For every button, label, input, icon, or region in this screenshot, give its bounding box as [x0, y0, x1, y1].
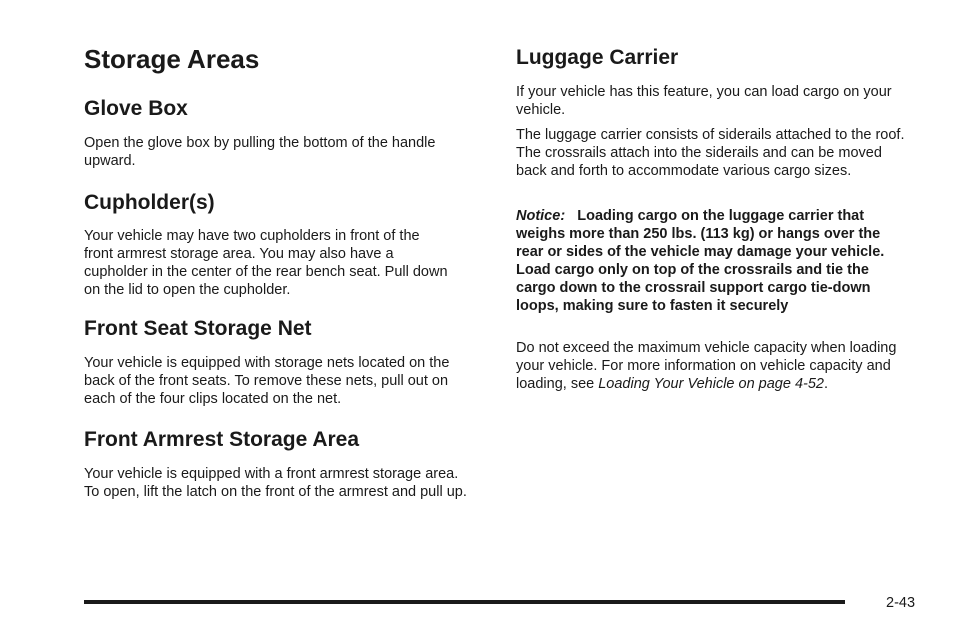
notice-block: [516, 207, 901, 315]
front-seat-net-text: Your vehicle is equipped with storage nets located on the back of the front seats. To remove these nets, pull out on each of the four clips located on the net.: [84, 355, 450, 407]
notice-text: Loading cargo on the luggage carrier that weighs more than 250 lbs. (113 kg) or hangs over the rear or sides of the vehicle may damage your vehicle. Load cargo only on top of the crossrails and tie the cargo down to the crossrail support cargo tie-down loops, making sure to fasten it securely: [516, 208, 885, 314]
front-seat-net-heading: Front Seat Storage Net: [84, 317, 312, 340]
front-armrest-heading: Front Armrest Storage Area: [84, 428, 360, 451]
page-number: 2-43: [886, 595, 916, 611]
glove-box-heading: Glove Box: [84, 97, 188, 120]
capacity-paragraph: [516, 339, 906, 393]
luggage-carrier-intro: If your vehicle has this feature, you can load cargo on your vehicle.: [516, 84, 892, 118]
cupholders-heading: Cupholder(s): [84, 191, 215, 214]
notice-label: Notice:: [516, 208, 566, 224]
footer-rule: [84, 600, 845, 604]
page-title: Storage Areas: [84, 44, 260, 74]
loading-vehicle-reference[interactable]: Loading Your Vehicle on page 4-52: [598, 376, 824, 392]
front-armrest-text: Your vehicle is equipped with a front armrest storage area. To open, lift the latch on the front of the armrest and pull up.: [84, 466, 467, 500]
luggage-carrier-heading: Luggage Carrier: [516, 46, 679, 69]
cupholders-text: Your vehicle may have two cupholders in front of the front armrest storage area. You may also have a cupholder in the center of the rear bench seat. Pull down on the lid to open the cupholder.: [84, 228, 448, 298]
capacity-text-end: .: [823, 376, 829, 392]
capacity-text: Do not exceed the maximum vehicle capacity when loading your vehicle. For more information on vehicle capacity and loading, see: [516, 340, 897, 392]
glove-box-text: Open the glove box by pulling the bottom of the handle upward.: [84, 135, 436, 169]
luggage-carrier-description: The luggage carrier consists of siderails attached to the roof. The crossrails attach into the siderails and can be moved back and forth to accommodate various cargo sizes.: [516, 127, 905, 179]
